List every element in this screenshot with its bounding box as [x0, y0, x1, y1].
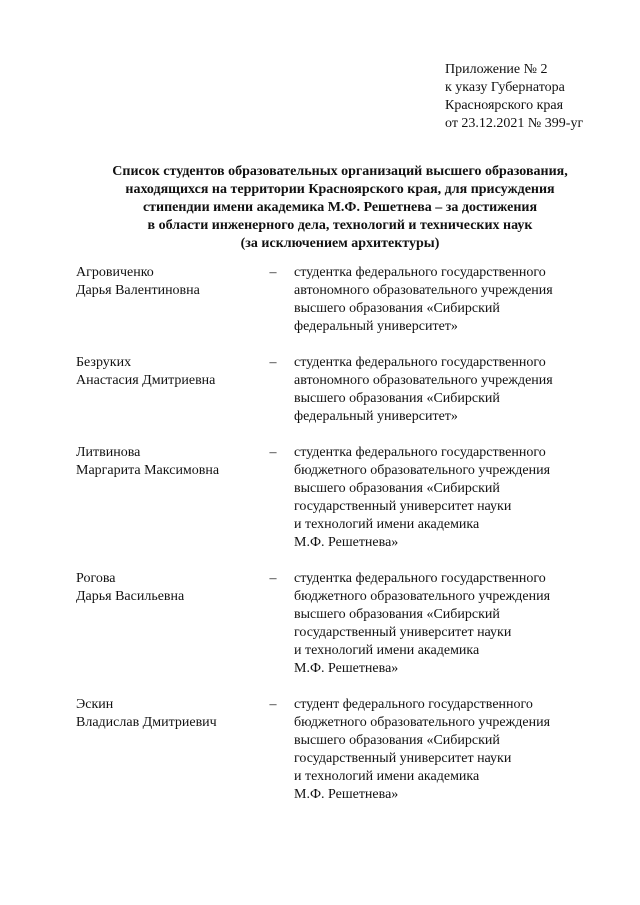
- appendix-line: от 23.12.2021 № 399-уг: [445, 116, 584, 131]
- student-entry: [76, 444, 626, 552]
- appendix-line: к указу Губернатора: [445, 80, 565, 95]
- description-line: М.Ф. Решетнева»: [294, 535, 399, 550]
- description-line: М.Ф. Решетнева»: [294, 661, 399, 676]
- description-line: и технологий имени академика: [294, 643, 480, 658]
- title-line: стипендии имени академика М.Ф. Решетнева – за достижения: [142, 200, 538, 215]
- student-name: [76, 696, 252, 732]
- student-name: [76, 354, 252, 390]
- description-line: студент федерального государственного: [294, 697, 533, 712]
- student-description: [294, 354, 594, 426]
- student-name: [76, 570, 252, 606]
- title-line: в области инженерного дела, технологий и технических наук: [147, 218, 533, 233]
- appendix-line: Красноярского края: [445, 98, 564, 113]
- student-given-names: Дарья Валентиновна: [76, 283, 200, 298]
- student-surname: Агровиченко: [76, 265, 154, 280]
- description-line: высшего образования «Сибирский: [294, 391, 500, 406]
- description-line: студентка федерального государственного: [294, 265, 546, 280]
- description-line: высшего образования «Сибирский: [294, 301, 500, 316]
- description-line: государственный университет науки: [294, 625, 512, 640]
- title-line: находящихся на территории Красноярского края, для присуждения: [125, 182, 555, 197]
- description-line: студентка федерального государственного: [294, 571, 546, 586]
- description-line: автономного образовательного учреждения: [294, 283, 553, 298]
- dash-separator: –: [269, 571, 277, 586]
- student-description: [294, 570, 594, 678]
- student-given-names: Маргарита Максимовна: [76, 463, 220, 478]
- student-entry: [76, 570, 626, 678]
- description-line: и технологий имени академика: [294, 517, 480, 532]
- student-entry: [76, 264, 626, 336]
- description-line: высшего образования «Сибирский: [294, 607, 500, 622]
- description-line: федеральный университет»: [294, 409, 458, 424]
- students-list: [76, 264, 626, 822]
- document-title: [70, 163, 610, 253]
- description-line: государственный университет науки: [294, 751, 512, 766]
- student-given-names: Анастасия Дмитриевна: [76, 373, 216, 388]
- student-description: [294, 696, 594, 804]
- title-line: Список студентов образовательных организаций высшего образования,: [112, 164, 568, 179]
- description-line: студентка федерального государственного: [294, 445, 546, 460]
- student-surname: Эскин: [76, 697, 114, 712]
- appendix-block: [445, 61, 625, 133]
- student-surname: Безруких: [76, 355, 132, 370]
- description-line: бюджетного образовательного учреждения: [294, 463, 551, 478]
- description-line: М.Ф. Решетнева»: [294, 787, 399, 802]
- student-surname: Рогова: [76, 571, 116, 586]
- student-surname: Литвинова: [76, 445, 141, 460]
- dash-separator: –: [269, 265, 277, 280]
- description-line: высшего образования «Сибирский: [294, 733, 500, 748]
- title-line: (за исключением архитектуры): [240, 236, 440, 251]
- description-line: высшего образования «Сибирский: [294, 481, 500, 496]
- description-line: федеральный университет»: [294, 319, 458, 334]
- description-line: студентка федерального государственного: [294, 355, 546, 370]
- description-line: бюджетного образовательного учреждения: [294, 589, 551, 604]
- description-line: и технологий имени академика: [294, 769, 480, 784]
- dash-separator: –: [269, 697, 277, 712]
- description-line: бюджетного образовательного учреждения: [294, 715, 551, 730]
- student-given-names: Дарья Васильевна: [76, 589, 185, 604]
- dash-separator: –: [269, 355, 277, 370]
- student-given-names: Владислав Дмитриевич: [76, 715, 217, 730]
- student-name: [76, 264, 252, 300]
- dash-separator: –: [269, 445, 277, 460]
- appendix-line: Приложение № 2: [445, 62, 548, 77]
- student-entry: [76, 354, 626, 426]
- student-description: [294, 444, 594, 552]
- description-line: государственный университет науки: [294, 499, 512, 514]
- student-entry: [76, 696, 626, 804]
- description-line: автономного образовательного учреждения: [294, 373, 553, 388]
- student-description: [294, 264, 594, 336]
- student-name: [76, 444, 252, 480]
